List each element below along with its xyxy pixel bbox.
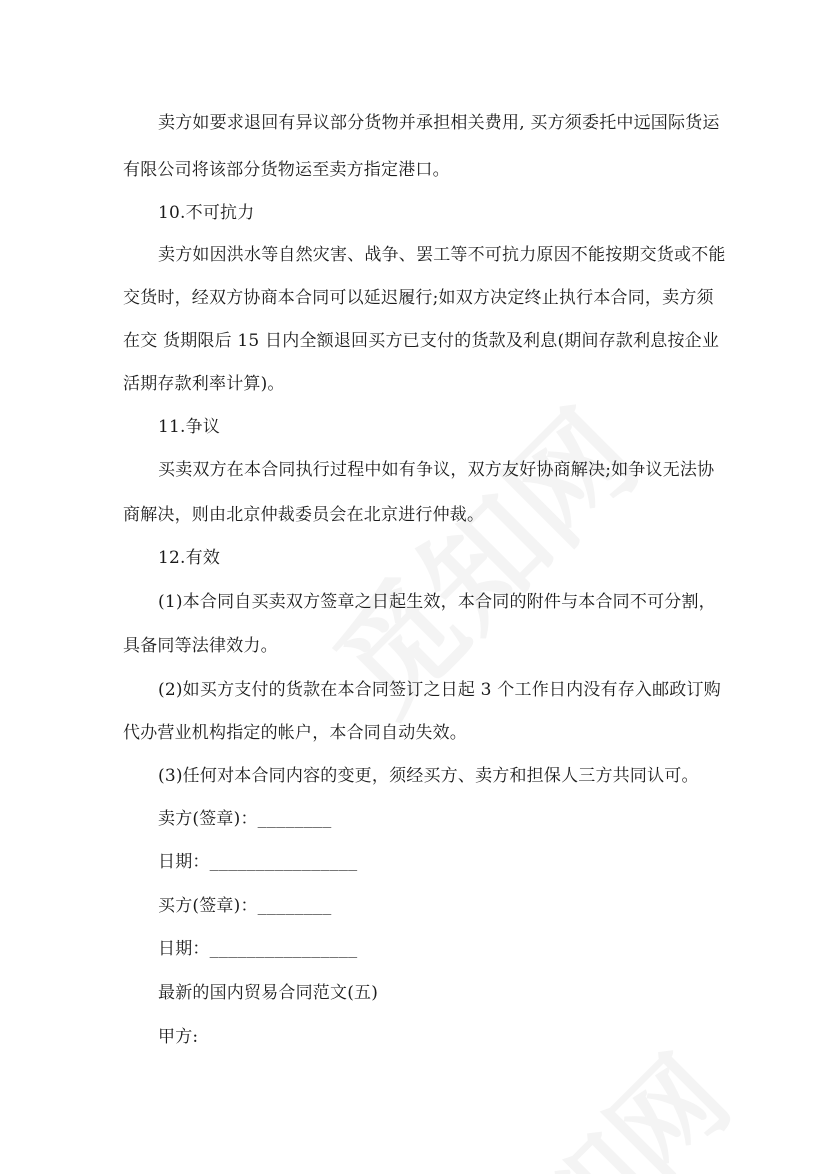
section-heading: 11.争议 xyxy=(158,417,221,437)
paragraph-line: 商解决，则由北京仲裁委员会在北京进行仲裁。 xyxy=(123,505,485,525)
date-blank: ________________ xyxy=(209,853,358,871)
paragraph-line: 在交 货期限后 15 日内全额退回买方已支付的货款及利息(期间存款利息按企业 xyxy=(123,331,720,351)
paragraph-line: 代办营业机构指定的帐户，本合同自动失效。 xyxy=(123,723,467,743)
paragraph-line: 活期存款利率计算)。 xyxy=(123,374,285,394)
seller-signature-blank: ________ xyxy=(257,810,332,828)
paragraph-line: 卖方如因洪水等自然灾害、战争、罢工等不可抗力原因不能按期交货或不能 xyxy=(158,245,726,265)
date-label: 日期： xyxy=(158,852,210,872)
paragraph-line: 有限公司将该部分货物运至卖方指定港口。 xyxy=(123,160,450,180)
paragraph-line: 具备同等法律效力。 xyxy=(123,636,278,656)
date-line xyxy=(158,937,758,961)
party-a-label: 甲方: xyxy=(158,1027,199,1047)
buyer-signature-line xyxy=(158,894,758,918)
paragraph-line: 买卖双方在本合同执行过程中如有争议，双方友好协商解决;如争议无法协 xyxy=(158,460,715,480)
buyer-signature-blank: ________ xyxy=(257,897,332,915)
seller-signature-label: 卖方(签章)： xyxy=(158,809,258,829)
next-contract-title: 最新的国内贸易合同范文(五) xyxy=(158,983,379,1003)
date-blank: ________________ xyxy=(209,940,358,958)
date-label: 日期： xyxy=(158,939,210,959)
paragraph-line: (3)任何对本合同内容的变更，须经买方、卖方和担保人三方共同认可。 xyxy=(158,766,699,786)
paragraph-line: 交货时，经双方协商本合同可以延迟履行;如双方决定终止执行本合同，卖方须 xyxy=(123,288,714,308)
section-heading: 12.有效 xyxy=(158,548,221,568)
paragraph-line: 卖方如要求退回有异议部分货物并承担相关费用, 买方须委托中远国际货运 xyxy=(158,113,720,133)
paragraph-line: (2)如买方支付的货款在本合同签订之日起 3 个工作日内没有存入邮政订购 xyxy=(158,680,721,700)
buyer-signature-label: 买方(签章)： xyxy=(158,896,258,916)
date-line xyxy=(158,850,758,874)
section-heading: 10.不可抗力 xyxy=(158,203,255,223)
seller-signature-line xyxy=(158,807,758,831)
paragraph-line: (1)本合同自买卖双方签章之日起生效，本合同的附件与本合同不可分割， xyxy=(158,592,716,612)
